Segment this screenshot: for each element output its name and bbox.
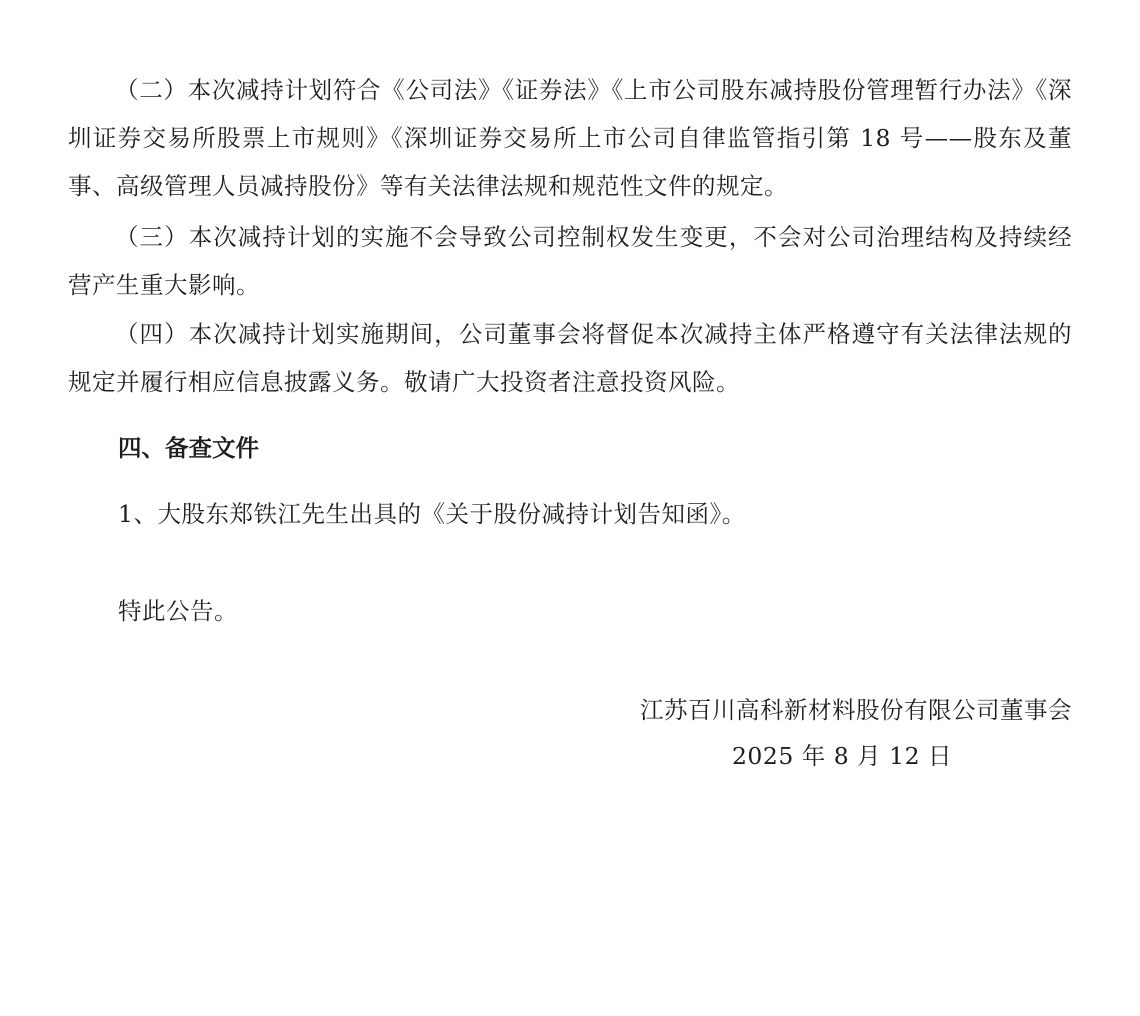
section-heading-reference-documents: 四、备查文件	[118, 434, 259, 462]
closing-statement: 特此公告。	[118, 597, 238, 625]
signature-company: 江苏百川高科新材料股份有限公司董事会	[640, 696, 1072, 724]
reference-document-item: 1、大股东郑铁江先生出具的《关于股份减持计划告知函》。	[118, 500, 746, 528]
paragraph-disclosure-obligation: （四）本次减持计划实施期间，公司董事会将督促本次减持主体严格遵守有关法律法规的规定并履行相应信息披露义务。敬请广大投资者注意投资风险。	[68, 320, 1072, 396]
paragraph-control-unaffected: （三）本次减持计划的实施不会导致公司控制权发生变更，不会对公司治理结构及持续经营产生重大影响。	[68, 223, 1072, 299]
signature-date: 2025 年 8 月 12 日	[731, 742, 952, 770]
paragraph-legal-compliance: （二）本次减持计划符合《公司法》《证券法》《上市公司股东减持股份管理暂行办法》《深圳证券交易所股票上市规则》《深圳证券交易所上市公司自律监管指引第 18 号——股东及董事、高级管理人员减持股份》等有关法律法规和规范性文件的规定。	[68, 76, 1072, 200]
